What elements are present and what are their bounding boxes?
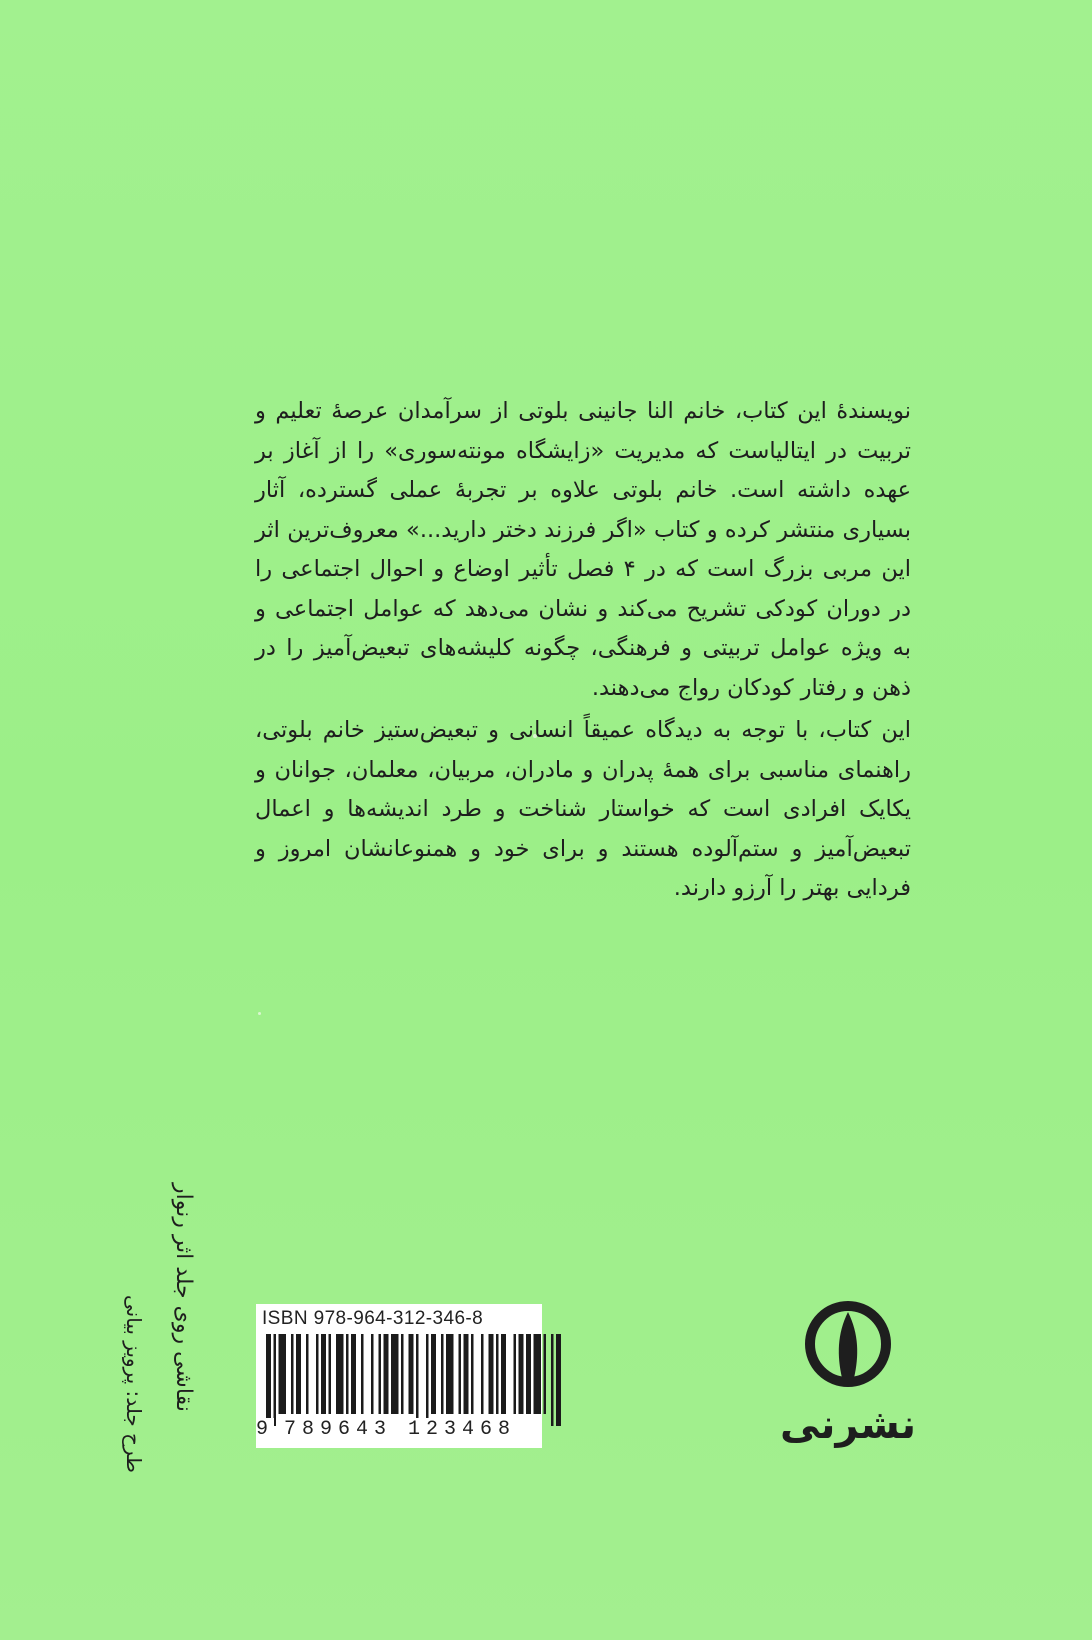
- barcode-bar: [519, 1334, 524, 1414]
- barcode-bar: [316, 1334, 319, 1414]
- cover-design-credit: طرح جلد: پرویز بیانی: [122, 1295, 146, 1473]
- barcode-digits: [258, 1418, 540, 1446]
- barcode-bar: [446, 1334, 454, 1414]
- barcode-bar: [279, 1334, 287, 1414]
- barcode-bar: [501, 1334, 506, 1414]
- barcode-bar: [481, 1334, 484, 1414]
- isbn-barcode: [256, 1304, 542, 1448]
- barcode-digit-group-2: 123468: [408, 1418, 517, 1441]
- barcode-bar: [489, 1334, 494, 1414]
- ney-publisher-logo-icon: [779, 1290, 917, 1460]
- barcode-bar: [401, 1334, 404, 1414]
- barcode-bar: [391, 1334, 399, 1414]
- barcode-bar: [556, 1334, 561, 1426]
- barcode-bar: [464, 1334, 469, 1414]
- barcode-digit-group-1: 789643: [284, 1418, 393, 1441]
- barcode-digit-first: 9: [256, 1418, 275, 1441]
- barcode-bar: [514, 1334, 517, 1414]
- publisher-name: نشرنی: [779, 1402, 917, 1448]
- barcode-bar: [426, 1334, 429, 1426]
- barcode-bar: [321, 1334, 326, 1414]
- barcode-bar: [329, 1334, 332, 1414]
- isbn-label: ISBN 978-964-312-346-8: [262, 1308, 484, 1329]
- barcode-bar: [384, 1334, 389, 1414]
- barcode-bar: [441, 1334, 444, 1414]
- barcode-bar: [346, 1334, 349, 1414]
- blurb-paragraph-1: نویسندهٔ این کتاب، خانم النا جانینی بلوتی از سرآمدان عرصهٔ تعلیم و تربیت در ایتالیاست که مدیریت «زایشگاه مونته‌سوری» را از آغاز بر عهده داشته است. خانم بلوتی علاوه بر تجربهٔ عملی گسترده، آثار بسیاری منتشر کرده و کتاب «اگر فرزند دختر دارید...» معروف‌ترین اثر این مربی بزرگ است که در ۴ فصل تأثیر اوضاع و احوال اجتماعی را در دوران کودکی تشریح می‌کند و نشان می‌دهد که عوامل اجتماعی و به ویژه عوامل تربیتی و فرهنگی، چگونه کلیشه‌های تبعیض‌آمیز را در ذهن و رفتار کودکان رواج می‌دهند.: [255, 398, 911, 701]
- barcode-bar: [266, 1334, 271, 1426]
- barcode-bar: [296, 1334, 301, 1414]
- barcode-bar: [551, 1334, 554, 1426]
- barcode-bar: [534, 1334, 542, 1414]
- barcode-bar: [371, 1334, 374, 1414]
- barcode-bar: [416, 1334, 419, 1426]
- barcode-bar: [274, 1334, 277, 1426]
- barcode-bar: [496, 1334, 499, 1414]
- barcode-bar: [379, 1334, 382, 1414]
- paper-speck: [258, 1012, 261, 1015]
- barcode-bar: [306, 1334, 309, 1414]
- barcode-bar: [544, 1334, 547, 1414]
- publisher-logo: [779, 1290, 917, 1460]
- blurb-paragraph-2: این کتاب، با توجه به دیدگاه عمیقاً انسانی و تبعیض‌ستیز خانم بلوتی، راهنمای مناسبی برای همهٔ پدران و مادران، مربیان، معلمان، جوانان و یکایک افرادی است که خواستار شناخت و طرد اندیشه‌ها و اعمال تبعیض‌آمیز و ستم‌آلوده هستند و برای خود و همنوعانشان امروز و فردایی بهتر را آرزو دارند.: [255, 717, 911, 901]
- barcode-bar: [336, 1334, 344, 1414]
- barcode-bar: [459, 1334, 462, 1414]
- barcode-bar: [351, 1334, 356, 1414]
- blurb-text: [255, 392, 911, 909]
- barcode-bar: [361, 1334, 364, 1414]
- barcode-bar: [526, 1334, 531, 1414]
- cover-painting-credit: نقاشی روی جلد اثر رنوار: [171, 1183, 196, 1412]
- barcode-bar: [409, 1334, 414, 1414]
- barcode-bar: [291, 1334, 294, 1414]
- barcode-bar: [471, 1334, 474, 1414]
- barcode-bar: [431, 1334, 436, 1414]
